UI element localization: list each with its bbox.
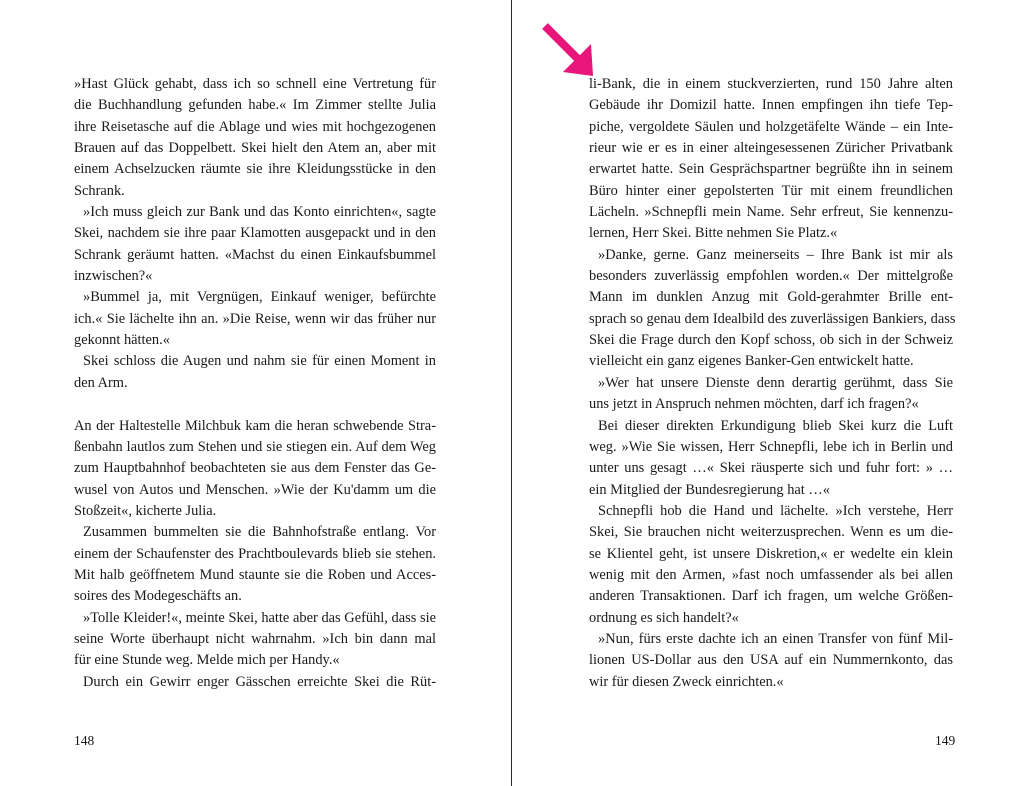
text-line: wusel von Autos und Menschen. »Wie der Ku'damm um die (74, 481, 436, 498)
text-line: uns jetzt in Anspruch nehmen möchten, darf ich fragen?« (589, 396, 919, 413)
left-page-number: 148 (74, 733, 95, 748)
text-line: die Buchhandlung gefunden habe.« Im Zimmer stellte Julia (74, 97, 436, 114)
text-line: Gebäude ihr Domizil hatte. Innen empfingen ihn tiefe Tep- (589, 97, 953, 114)
text-line: Schrank geräumt hatten. «Machst du einen Einkaufsbummel (74, 246, 436, 263)
text-line: ihre Reisetasche auf die Ablage und wies mit hochgezogenen (74, 118, 436, 135)
left-page-text (74, 74, 436, 693)
text-line: Skei, Sie brauchen nicht weiterzusprechen. Wenn es um die- (589, 524, 953, 541)
right-page (513, 0, 1024, 786)
text-line: einem Achselzucken räumte sie ihre Kleidungsstücke in den (74, 161, 436, 178)
text-line: »Bummel ja, mit Vergnügen, Einkauf weniger, befürchte (83, 289, 436, 306)
text-line: weg. »Wie Sie wissen, Herr Schnepfli, lebe ich in Berlin und (589, 438, 953, 455)
text-line: Stoßzeit«, kicherte Julia. (74, 502, 217, 519)
text-line: Skei, nachdem sie ihre paar Klamotten ausgepackt und in den (74, 225, 436, 242)
text-line: einem der Schaufenster des Prachtboulevards blieb sie stehen. (74, 545, 436, 562)
text-line: ich.« Sie lächelte ihn an. »Die Reise, wenn wir das früher nur (74, 310, 436, 327)
text-line: rieur wie er es in einer alteingesessenen Züricher Privatbank (589, 140, 953, 157)
text-line: zum Hauptbahnhof beobachteten sie aus dem Fenster das Ge- (74, 460, 436, 477)
text-line: soires des Modegeschäfts an. (74, 588, 242, 605)
right-page-text (589, 74, 956, 693)
text-line: seine Worte überhaupt nicht wahrnahm. »Ich bin dann mal (74, 630, 436, 647)
text-line: ein Mitglied der Bundesregierung hat …« (589, 481, 830, 498)
text-line: Skei die Frage durch den Kopf schoss, ob sich in der Schweiz (589, 332, 953, 349)
text-line: »Tolle Kleider!«, meinte Skei, hatte aber das Gefühl, dass sie (83, 609, 436, 626)
text-line: besonders zuverlässig empfohlen worden.« Der mittelgroße (589, 268, 953, 285)
text-line: Skei schloss die Augen und nahm sie für einen Moment in (83, 353, 436, 370)
text-line: Bei dieser direkten Erkundigung blieb Skei kurz die Luft (598, 417, 953, 434)
text-line (74, 394, 436, 415)
text-line: den Arm. (74, 374, 128, 391)
text-line: lionen US-Dollar aus den USA auf ein Nummernkonto, das (589, 652, 953, 669)
text-line: »Ich muss gleich zur Bank und das Konto einrichten«, sagte (83, 204, 436, 221)
text-line: An der Haltestelle Milchbuk kam die heran schwebende Stra- (74, 417, 436, 434)
page-gutter (511, 0, 512, 786)
text-line: anderen Transaktionen. Darf ich fragen, um welche Größen- (589, 588, 953, 605)
text-line: »Hast Glück gehabt, dass ich so schnell eine Vertretung für (74, 76, 436, 92)
text-line: inzwischen?« (74, 268, 153, 285)
text-line: erwartet hatte. Sein Gesprächspartner begrüßte ihn in seinem (589, 161, 953, 178)
text-line: »Danke, gerne. Ganz meinerseits – Ihre Bank ist mir als (598, 246, 953, 263)
text-line: lernen, Herr Skei. Bitte nehmen Sie Platz.« (589, 225, 838, 242)
text-line: gekonnt hätten.« (74, 332, 170, 349)
text-line: vielleicht ein ganz eigenes Banker-Gen entwickelt hatte. (589, 353, 914, 370)
text-line: ordnung es sich handelt?« (589, 609, 739, 626)
text-line: sprach so genau dem Idealbild des zuverlässigen Bankiers, dass (589, 310, 956, 327)
text-line: Durch ein Gewirr enger Gässchen erreichte Skei die Rüt- (83, 673, 436, 690)
text-line: wir für diesen Zweck einrichten.« (589, 673, 784, 690)
text-line: li-Bank, die in einem stuckverzierten, rund 150 Jahre alten (589, 76, 953, 92)
text-line: ßenbahn lautlos zum Stehen und sie stiegen ein. Auf dem Weg (74, 438, 436, 455)
text-line: Mit halb geöffnetem Mund staunte sie die Roben und Acces- (74, 566, 436, 583)
text-line: se Klientel geht, ist unsere Diskretion,« er wedelte ein klein (589, 545, 953, 562)
text-line: »Nun, fürs erste dachte ich an einen Transfer von fünf Mil- (598, 630, 953, 647)
text-line: piche, vergoldete Säulen und holzgetäfelte Wände – ein Inte- (589, 118, 953, 135)
text-line: für eine Stunde weg. Melde mich per Handy.« (74, 652, 340, 669)
text-line: »Wer hat unsere Dienste denn derartig gerühmt, dass Sie (598, 374, 953, 391)
text-line: Zusammen bummelten sie die Bahnhofstraße entlang. Vor (83, 524, 436, 541)
text-line: unter uns gesagt …« Skei räusperte sich und fuhr fort: » … (589, 460, 953, 477)
text-line: Lächeln. »Schnepfli mein Name. Sehr erfreut, Sie kennenzu- (589, 204, 953, 221)
text-line: Schnepfli hob die Hand und lächelte. »Ich verstehe, Herr (598, 502, 953, 519)
text-line: Brauen auf das Doppelbett. Skei hielt den Atem an, aber mit (74, 140, 436, 157)
right-page-number: 149 (935, 733, 956, 748)
text-line: wenig mit den Armen, »fast noch umfassender als bei allen (589, 566, 953, 583)
text-line: Mann im dunklen Anzug mit Gold-gerahmter Brille ent- (589, 289, 953, 306)
text-line: Büro hinter einer gepolsterten Tür mit einem freundlichen (589, 182, 953, 199)
text-line: Schrank. (74, 182, 125, 199)
